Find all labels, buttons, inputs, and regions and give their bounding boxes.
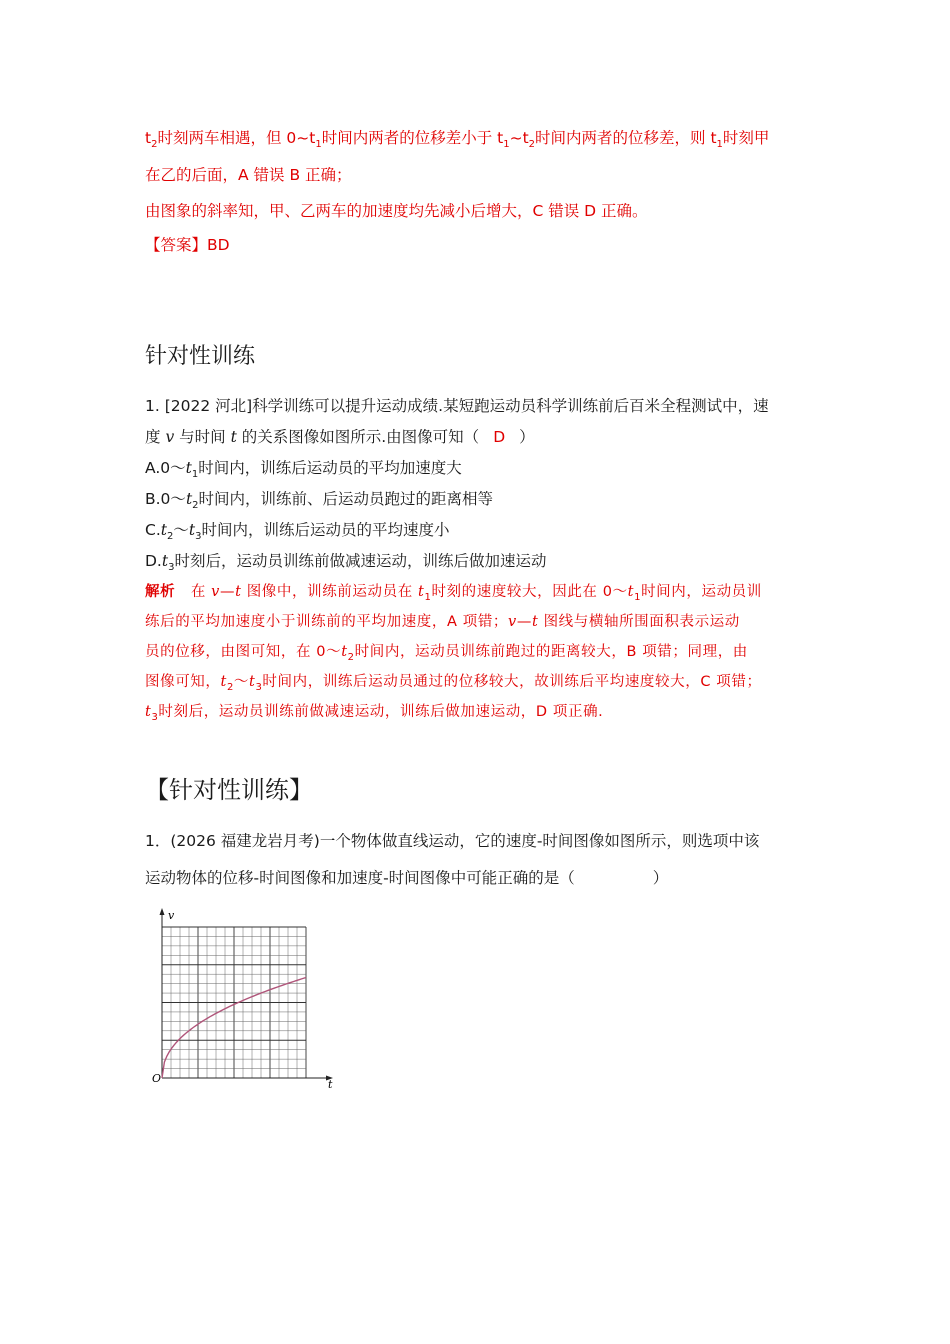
option-a-text: 时间内，训练后运动员的平均加速度大: [198, 459, 462, 477]
q2-text: 运动物体的位移-时间图像和加速度-时间图像中可能正确的是（: [145, 869, 575, 887]
option-b: [145, 489, 494, 512]
explanation-line-4: [145, 672, 762, 692]
dash: —: [219, 584, 236, 600]
subscript: 2: [192, 500, 199, 512]
option-c: [145, 520, 450, 543]
tilde: ～: [173, 521, 189, 539]
option-a-prefix: A.0～: [145, 459, 186, 477]
option-c-text: 时间内，训练后运动员的平均速度小: [201, 521, 450, 539]
subscript: 3: [195, 531, 202, 543]
question-2-line-1: 1．(2026 福建龙岩月考)一个物体做直线运动，它的速度-时间图像如图所示，则选项中该: [145, 832, 760, 850]
exp-text: 练后的平均加速度小于训练前的平均加速度，A 项错；: [145, 614, 509, 630]
section-heading-2: 【针对性训练】: [145, 776, 313, 804]
subscript: 1: [424, 591, 432, 603]
prev-t1-var-c: $t_1$: [710, 129, 723, 151]
var-t: t: [531, 614, 539, 630]
prev-t1-var: $t_1$: [309, 129, 322, 151]
subscript: 2: [226, 681, 234, 693]
q2-paren-close: ）: [652, 869, 669, 887]
var-v: v: [165, 428, 175, 446]
question-1-line-2: [145, 427, 535, 447]
origin-label: O: [152, 1072, 162, 1085]
var-t: t: [418, 584, 425, 600]
exp-text: 在: [190, 584, 212, 600]
explanation-line-5: [145, 702, 603, 722]
exp-text: 员的位移，由图可知，在 0～: [145, 644, 342, 660]
var-t: t: [220, 674, 227, 690]
subscript: 1: [634, 591, 642, 603]
exp-text: 图像可知，: [145, 674, 221, 690]
tilde: ～: [233, 674, 250, 690]
var-t: t: [160, 521, 167, 539]
var-t: t: [185, 459, 192, 477]
var-t: t: [145, 704, 152, 720]
exp-text: 时间内，运动员训练前跑过的距离较大，B 项错；同理，由: [354, 644, 748, 660]
var-t: t: [249, 674, 256, 690]
prev-t1-var-b: $t_1$: [497, 129, 510, 151]
exp-text: 图像中，训练前运动员在: [241, 584, 419, 600]
q-text-a: 度: [145, 428, 166, 446]
prev-answer: 【答案】BD: [145, 236, 230, 254]
exp-text: 时间内，运动员训: [641, 584, 762, 600]
answer-blank: D: [493, 428, 506, 446]
option-c-prefix: C.: [145, 521, 161, 539]
exp-text: 时间内，训练后运动员通过的位移较大，故训练后平均速度较大，C 项错；: [262, 674, 762, 690]
q-text-d: ）: [519, 428, 535, 446]
dash: —: [516, 614, 532, 630]
subscript: 3: [168, 562, 175, 574]
x-axis-label: t: [328, 1078, 333, 1090]
var-t: t: [185, 490, 193, 508]
var-t: t: [627, 584, 635, 600]
var-t: t: [235, 584, 242, 600]
prev-t2-var: $t_2$: [145, 129, 158, 151]
explanation-line-2: [145, 612, 740, 632]
var-t: t: [188, 521, 196, 539]
var-t: t: [230, 428, 237, 446]
explanation-line-1: [145, 582, 762, 602]
var-t: t: [341, 644, 348, 660]
option-b-text: 时间内，训练前、后运动员跑过的距离相等: [198, 490, 494, 508]
prev-text-4: 时间内两者的位移差，则: [535, 129, 711, 147]
prev-text-1: 时刻两车相遇，但 0~: [157, 129, 310, 147]
subscript: 3: [151, 711, 159, 723]
subscript: 2: [347, 651, 355, 663]
exp-text: 时刻后，运动员训练前做减速运动，训练后做加速运动，D 项正确.: [158, 704, 604, 720]
y-axis-arrow-icon: [160, 908, 165, 915]
exp-text: 图线与横轴所围面积表示运动: [538, 614, 740, 630]
explanation-line-3: [145, 642, 748, 662]
subscript: 1: [191, 469, 199, 481]
var-t: t: [161, 552, 169, 570]
prev-solution-line-2: 在乙的后面，A 错误 B 正确；: [145, 166, 352, 184]
prev-text-2: 时间内两者的位移差小于: [321, 129, 498, 147]
var-v: v: [508, 614, 517, 630]
q-text-c: 的关系图像如图所示.由图像可知（: [236, 428, 480, 446]
subscript: 2: [166, 531, 174, 543]
section-heading-1: 针对性训练: [145, 344, 256, 369]
option-d-text: 时刻后，运动员训练前做减速运动，训练后做加速运动: [174, 552, 547, 570]
graph-grid: [162, 927, 306, 1078]
exp-text: 时刻的速度较大，因此在 0～: [431, 584, 628, 600]
prev-solution-line-3: 由图象的斜率知，甲、乙两车的加速度均先减小后增大，C 错误 D 正确。: [145, 202, 648, 220]
subscript: 3: [255, 681, 263, 693]
option-d: [145, 551, 547, 574]
prev-text-3: ~: [509, 129, 523, 147]
y-axis-label: v: [168, 909, 175, 922]
q-text-b: 与时间: [174, 428, 231, 446]
question-1-line-1: 1. [2022 河北]科学训练可以提升运动成绩.某短跑运动员科学训练前后百米全程测试中，速: [145, 397, 769, 415]
prev-t2-var-b: $t_2$: [522, 129, 536, 151]
question-2-line-2: [145, 868, 668, 888]
velocity-time-graph: [150, 905, 340, 1090]
var-v: v: [211, 584, 220, 600]
prev-text-5: 时刻甲: [722, 129, 770, 147]
prev-solution-line-1: [145, 128, 770, 151]
explanation-label: 解析: [145, 584, 176, 600]
option-d-prefix: D.: [145, 552, 162, 570]
option-a: [145, 458, 462, 481]
option-b-prefix: B.0～: [145, 490, 186, 508]
